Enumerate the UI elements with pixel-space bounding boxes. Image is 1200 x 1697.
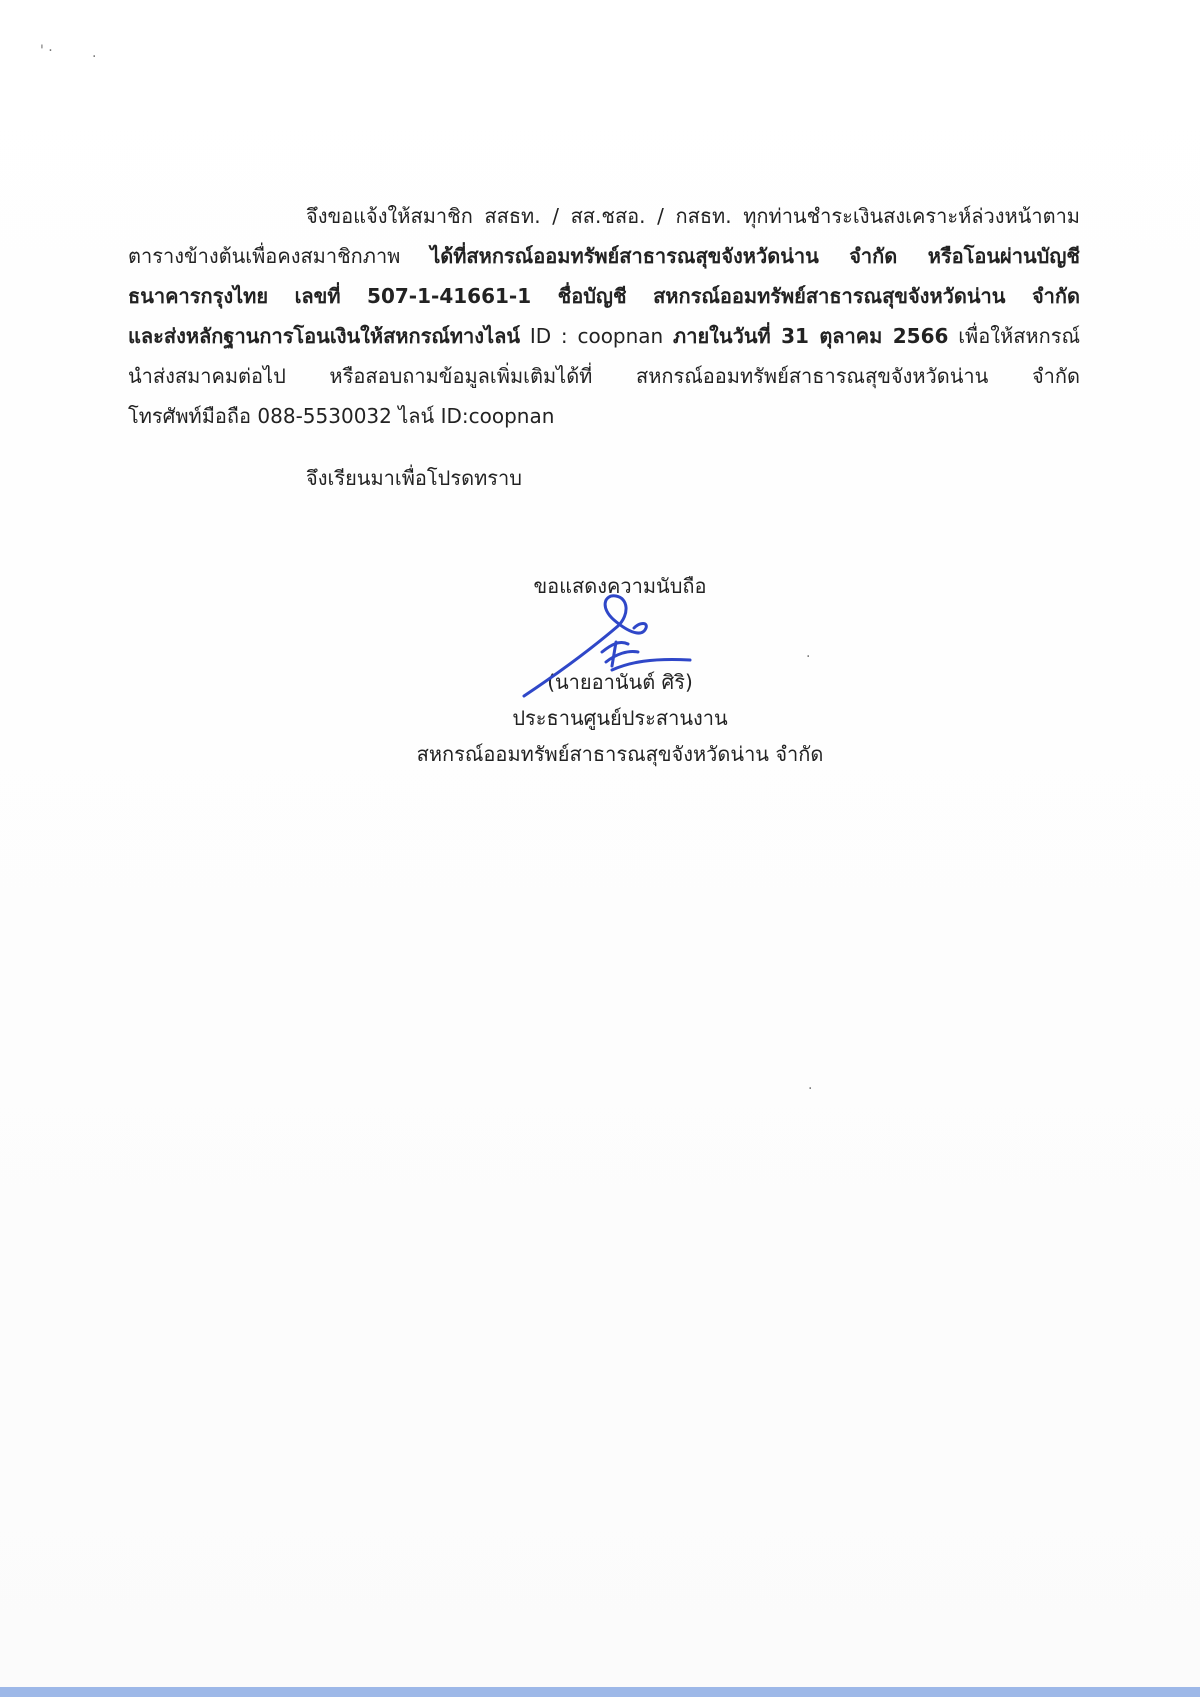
paragraph-line-3: ธนาคารกรุงไทย เลขที่ 507-1-41661-1 ชื่อบัญชี สหกรณ์ออมทรัพย์สาธารณสุขจังหวัดน่าน จำกัด: [128, 284, 1080, 308]
scan-speck: ' ·: [40, 43, 53, 59]
scan-speck: ·: [806, 649, 811, 665]
closing-line: จึงเรียนมาเพื่อโปรดทราบ: [306, 466, 522, 490]
scan-speck: ·: [808, 1081, 813, 1097]
regards-text: ขอแสดงความนับถือ: [533, 574, 707, 598]
paragraph-line-2: ตารางข้างต้นเพื่อคงสมาชิกภาพ ได้ที่สหกรณ์ออมทรัพย์สาธารณสุขจังหวัดน่าน จำกัด หรือโอนผ่านบัญชี: [128, 244, 1080, 268]
signer-name: (นายอานันต์ ศิริ): [547, 670, 693, 694]
scan-speck: ·: [92, 49, 97, 65]
signer-position: ประธานศูนย์ประสานงาน: [512, 706, 728, 730]
paragraph-line-4: และส่งหลักฐานการโอนเงินให้สหกรณ์ทางไลน์ ID : coopnan ภายในวันที่ 31 ตุลาคม 2566 เพื่อให้สหกรณ์: [128, 324, 1080, 348]
signer-organization: สหกรณ์ออมทรัพย์สาธารณสุขจังหวัดน่าน จำกัด: [416, 742, 824, 766]
handwritten-signature: [520, 592, 700, 702]
paragraph-line-5: นำส่งสมาคมต่อไป หรือสอบถามข้อมูลเพิ่มเติมได้ที่ สหกรณ์ออมทรัพย์สาธารณสุขจังหวัดน่าน จำกัด: [128, 364, 1080, 388]
paragraph-line-6: โทรศัพท์มือถือ 088-5530032 ไลน์ ID:coopnan: [128, 404, 555, 428]
page-bottom-edge: [0, 1687, 1200, 1697]
paragraph-line-1: จึงขอแจ้งให้สมาชิก สสธท. / สส.ชสอ. / กสธท. ทุกท่านชำระเงินสงเคราะห์ล่วงหน้าตาม: [306, 204, 1080, 228]
letter-body: [128, 196, 1080, 436]
